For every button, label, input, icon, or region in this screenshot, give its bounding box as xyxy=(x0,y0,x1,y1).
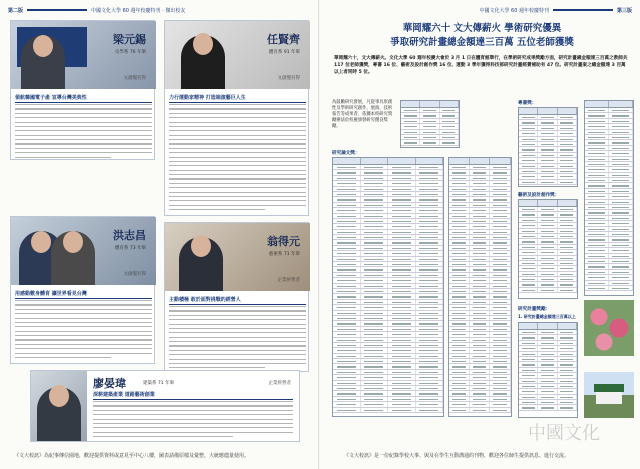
headline-line-1: 華岡耀六十 文大傳薪火 學術研究優異 xyxy=(402,23,562,34)
papers-table xyxy=(332,157,444,417)
left-running-header xyxy=(8,4,185,16)
left-header-title: 中國文化大學 60 週年校慶特刊 · 傑出校友 xyxy=(91,7,186,14)
profile-role: 體育系 91 年畢 xyxy=(268,50,300,55)
papers-table-2 xyxy=(400,100,460,148)
profile-role: 建築系 71 年畢 xyxy=(143,381,175,386)
campus-building-photo xyxy=(584,372,634,418)
section-title-papers: 研究論文獎： xyxy=(332,151,360,156)
profile-caption: 力行運動家精神 打造端演藝巨人生 xyxy=(169,94,306,103)
cherry-blossom-photo xyxy=(584,300,634,356)
headline-line-2: 爭取研究計畫總金額達三百萬 五位老師獲獎 xyxy=(390,37,574,48)
profile-role: 藝術系 71 年畢 xyxy=(268,252,300,257)
right-page xyxy=(320,0,640,469)
arts-table xyxy=(518,199,578,299)
books-table xyxy=(518,107,578,187)
profile-card-5 xyxy=(30,370,300,442)
right-running-header xyxy=(479,4,632,16)
section-title-grants: 研究計畫獎勵： xyxy=(518,307,551,312)
watermark: 中國文化 xyxy=(528,423,600,444)
lead-paragraph: 華岡耀六十，文大傳薪火。文化大學 60 週年校慶大會於 3 月 1 日在體育館舉行，在學術研究成果獎勵方面，研究計畫總金額達三百萬之教師共 117 位老師獲獎，專書 16 位、藝術及設計創作獎 16 位、運動 3 學年獲得科技部研究計畫經費補助有 47 位。研究計畫案之總金額達 3 百萬以上者同時 5 位。 xyxy=(334,56,628,75)
profile-card-2 xyxy=(164,20,309,216)
section-title-arts: 藝術及設計創作獎： xyxy=(518,193,560,198)
profile-name: 翁得元 xyxy=(267,235,300,248)
side-table xyxy=(584,100,634,296)
profile-card-1 xyxy=(10,20,155,160)
profile-source: 企業經營者 xyxy=(277,278,300,283)
section-subtitle-grants: 1. 研究計畫總金額達三百萬以上 xyxy=(518,314,576,319)
profile-card-3 xyxy=(10,216,155,364)
left-footer: 《文大校訊》為紀事傳信園地，歡迎提供資料或意見至中心八樓，圖表請備原檔及彙整，大統應儘量使用。 xyxy=(14,453,250,459)
grants-table xyxy=(518,322,578,418)
profile-caption: 主動積極 敢於面對挑戰的經營人 xyxy=(169,296,306,305)
right-page-label: 第三版 xyxy=(616,7,632,14)
profile-caption: 用感動數身體育 讓世界看見台灣 xyxy=(15,290,152,299)
profile-body xyxy=(169,104,306,213)
headline xyxy=(334,22,630,50)
right-footer: 《文大校訊》是一份紀錄學校大事、與及在學生互動溝通的刊物，歡迎各位師生提供訊息、進行交流。 xyxy=(344,453,570,459)
profile-body xyxy=(15,300,152,361)
profile-caption: 深耕建築產業 道路藝術創業 xyxy=(93,391,293,400)
section-title-books: 專書獎： xyxy=(518,101,537,106)
profile-card-4 xyxy=(164,222,309,372)
profile-body xyxy=(15,104,152,161)
profile-source: 文創慢有得 xyxy=(123,76,146,81)
profile-role: 史學系 76 年畢 xyxy=(114,50,146,55)
profile-name: 梁元錫 xyxy=(113,33,146,46)
profile-role: 體育系 73 年畢 xyxy=(114,246,146,251)
profile-caption: 領航韓國電子產 宣導台灣美典性 xyxy=(15,94,152,103)
profile-name: 洪志昌 xyxy=(113,229,146,242)
profile-source: 文創慢有得 xyxy=(277,76,300,81)
profile-photo xyxy=(31,371,87,441)
profile-body xyxy=(169,306,306,372)
profile-name: 任賢齊 xyxy=(267,33,300,46)
profile-name: 廖晏瑋 xyxy=(93,377,126,390)
profile-body xyxy=(93,401,293,440)
left-page-label: 第二版 xyxy=(8,7,24,14)
column-note: 為鼓勵研究發展，凡從事具原創性及學術研究創作、展演、技術報告等成果者，依據本校研究獎勵辦法於校慶頒發研究優良獎勵。 xyxy=(332,100,393,129)
right-header-title: 中國文化大學 60 週年校慶特刊 xyxy=(479,7,549,14)
profile-source: 文創慢有得 xyxy=(123,272,146,277)
papers-table-3 xyxy=(448,157,512,417)
profile-source: 企業經營者 xyxy=(268,381,291,386)
